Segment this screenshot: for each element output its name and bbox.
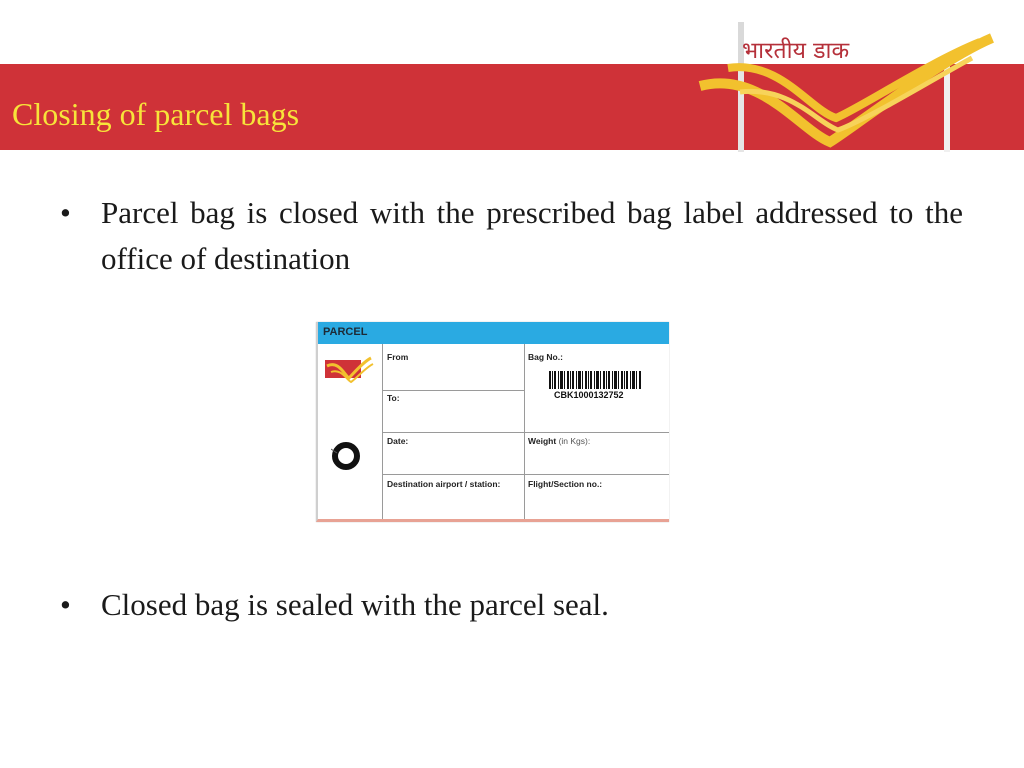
bag-label-rule xyxy=(383,432,669,433)
barcode-icon xyxy=(549,371,642,389)
mini-logo-icon xyxy=(321,350,377,390)
date-label: Date: xyxy=(387,436,409,446)
bag-label-rule xyxy=(383,474,669,475)
weight-label-text: Weight xyxy=(528,436,557,446)
bullet-list xyxy=(58,190,963,282)
weight-unit-text: (in Kgs): xyxy=(558,436,591,446)
eyelet-hole-icon xyxy=(331,441,361,471)
bullet-text-1: Parcel bag is closed with the prescribed bag label addressed to the office of destination xyxy=(101,195,963,276)
bag-label-header xyxy=(318,322,669,344)
bag-label-rule xyxy=(383,390,524,391)
bullet-text-2: Closed bag is sealed with the parcel seal. xyxy=(101,587,609,622)
bag-label-logo-column xyxy=(318,344,383,519)
logo-text: भारतीय डाक xyxy=(742,38,850,64)
from-label: From xyxy=(387,352,409,362)
bullet-dot: • xyxy=(60,195,71,230)
bag-label-image xyxy=(316,322,669,522)
bullet-dot: • xyxy=(60,587,71,622)
flight-section-label: Flight/Section no.: xyxy=(528,479,603,489)
bag-no-label: Bag No.: xyxy=(528,352,563,362)
bullet-item-1 xyxy=(58,190,963,282)
logo-stripes-overlay xyxy=(680,64,1024,152)
bag-label-heading: PARCEL xyxy=(323,326,368,338)
slide-title: Closing of parcel bags xyxy=(12,96,300,132)
destination-label: Destination airport / station: xyxy=(387,479,501,489)
bag-code-text: CBK1000132752 xyxy=(554,390,624,400)
to-label: To: xyxy=(387,393,400,403)
weight-label xyxy=(528,436,590,446)
bullet-item-2 xyxy=(58,582,1006,628)
